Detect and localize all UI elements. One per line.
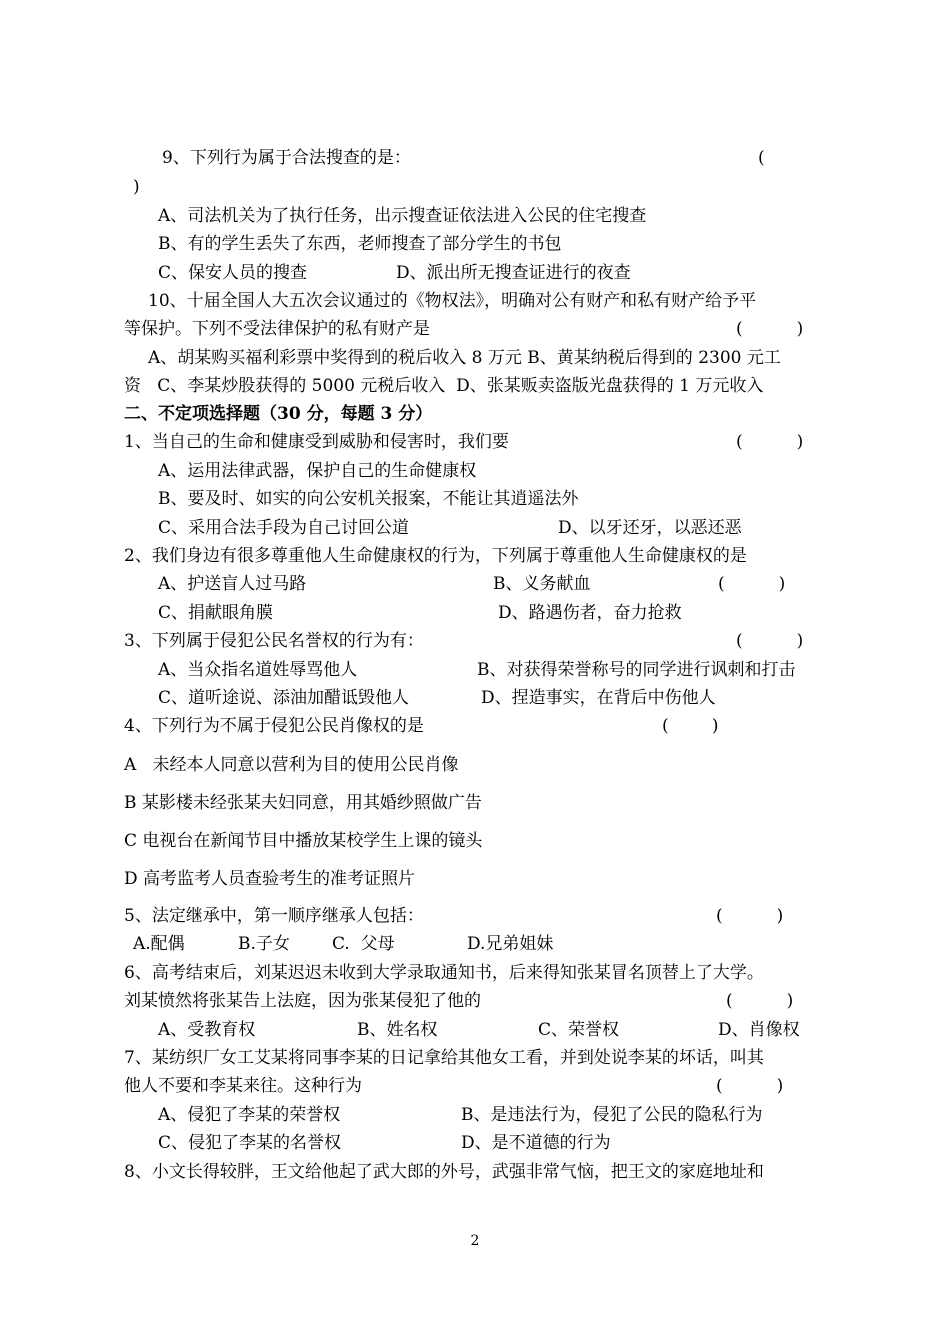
s2-q5-option-b: B.子女	[238, 934, 290, 954]
s2-q1-option-a: A、运用法律武器，保护自己的生命健康权	[158, 461, 477, 481]
q10-stem-line2: 等保护。下列不受法律保护的私有财产是	[124, 319, 430, 339]
s2-q5-stem: 5、法定继承中，第一顺序继承人包括：	[124, 906, 424, 926]
s2-q2-answer-paren: ( )	[718, 574, 786, 594]
s2-q3-option-b: B、对获得荣誉称号的同学进行讽刺和打击	[477, 660, 796, 680]
q10-stem-line1: 10、十届全国人大五次会议通过的《物权法》，明确对公有财产和私有财产给予平	[148, 291, 757, 311]
q10-options-line2: 资 C、李某炒股获得的 5000 元税后收入 D、张某贩卖盗版光盘获得的 1 万元收入	[124, 376, 764, 396]
s2-q3-answer-paren: ( )	[736, 631, 804, 651]
q9-answer-paren-close: )	[133, 177, 140, 197]
s2-q6-stem-line2: 刘某愤然将张某告上法庭，因为张某侵犯了他的	[124, 991, 481, 1011]
q10-options-line1: A、胡某购买福利彩票中奖得到的税后收入 8 万元 B、黄某纳税后得到的 2300 元工	[148, 348, 781, 368]
s2-q6-option-a: A、受教育权	[158, 1020, 256, 1040]
s2-q1-stem: 1、当自己的生命和健康受到威胁和侵害时，我们要	[124, 432, 509, 452]
q9-option-d: D、派出所无搜查证进行的夜查	[396, 263, 631, 283]
page-number: 2	[470, 1233, 480, 1249]
s2-q2-option-c: C、捐献眼角膜	[158, 603, 274, 623]
s2-q1-option-b: B、要及时、如实的向公安机关报案，不能让其逍遥法外	[158, 489, 579, 509]
s2-q7-option-a: A、侵犯了李某的荣誉权	[158, 1105, 341, 1125]
s2-q5-option-a: A.配偶	[133, 934, 185, 954]
s2-q3-option-a: A、当众指名道姓辱骂他人	[158, 660, 358, 680]
q9-option-a: A、司法机关为了执行任务，出示搜查证依法进入公民的住宅搜查	[158, 206, 647, 226]
s2-q3-option-c: C、道听途说、添油加醋诋毁他人	[158, 688, 410, 708]
s2-q6-answer-paren: ( )	[726, 991, 794, 1011]
s2-q5-answer-paren: ( )	[716, 906, 784, 926]
s2-q3-option-d: D、捏造事实，在背后中伤他人	[481, 688, 716, 708]
q10-answer-paren: ( )	[736, 319, 804, 339]
s2-q5-option-c: C. 父母	[332, 934, 395, 954]
s2-q8-stem-line1: 8、小文长得较胖，王文给他起了武大郎的外号，武强非常气恼，把王文的家庭地址和	[124, 1162, 764, 1182]
s2-q4-stem: 4、下列行为不属于侵犯公民肖像权的是	[124, 716, 424, 736]
s2-q4-option-d: D 高考监考人员查验考生的准考证照片	[124, 869, 416, 889]
s2-q1-option-d: D、以牙还牙，以恶还恶	[558, 518, 742, 538]
s2-q6-option-c: C、荣誉权	[538, 1020, 620, 1040]
s2-q3-stem: 3、下列属于侵犯公民名誉权的行为有：	[124, 631, 424, 651]
s2-q7-stem-line2: 他人不要和李某来往。这种行为	[124, 1076, 362, 1096]
s2-q7-option-b: B、是违法行为，侵犯了公民的隐私行为	[461, 1105, 763, 1125]
s2-q1-answer-paren: ( )	[736, 432, 804, 452]
s2-q4-option-a: A 未经本人同意以营利为目的使用公民肖像	[124, 755, 459, 775]
s2-q2-option-b: B、义务献血	[493, 574, 591, 594]
s2-q6-stem-line1: 6、高考结束后，刘某迟迟未收到大学录取通知书，后来得知张某冒名顶替上了大学。	[124, 963, 764, 983]
s2-q1-option-c: C、采用合法手段为自己讨回公道	[158, 518, 410, 538]
q9-answer-paren-open: (	[758, 148, 765, 168]
s2-q4-answer-paren: ( )	[662, 716, 719, 736]
s2-q7-option-d: D、是不道德的行为	[461, 1133, 611, 1153]
s2-q4-option-c: C 电视台在新闻节目中播放某校学生上课的镜头	[124, 831, 483, 851]
s2-q5-option-d: D.兄弟姐妹	[467, 934, 554, 954]
s2-q7-stem-line1: 7、某纺织厂女工艾某将同事李某的日记拿给其他女工看，并到处说李某的坏话，叫其	[124, 1048, 764, 1068]
s2-q6-option-b: B、姓名权	[357, 1020, 438, 1040]
s2-q4-option-b: B 某影楼未经张某夫妇同意，用其婚纱照做广告	[124, 793, 482, 813]
s2-q7-option-c: C、侵犯了李某的名誉权	[158, 1133, 342, 1153]
s2-q2-stem: 2、我们身边有很多尊重他人生命健康权的行为，下列属于尊重他人生命健康权的是	[124, 546, 747, 566]
s2-q7-answer-paren: ( )	[716, 1076, 784, 1096]
q9-option-c: C、保安人员的搜查	[158, 263, 308, 283]
s2-q6-option-d: D、肖像权	[718, 1020, 800, 1040]
s2-q2-option-d: D、路遇伤者，奋力抢救	[498, 603, 682, 623]
q9-stem: 9、下列行为属于合法搜查的是：	[162, 148, 411, 168]
section2-heading: 二、不定项选择题（30 分，每题 3 分）	[124, 404, 433, 424]
s2-q2-option-a: A、护送盲人过马路	[158, 574, 307, 594]
q9-option-b: B、有的学生丢失了东西，老师搜查了部分学生的书包	[158, 234, 562, 254]
